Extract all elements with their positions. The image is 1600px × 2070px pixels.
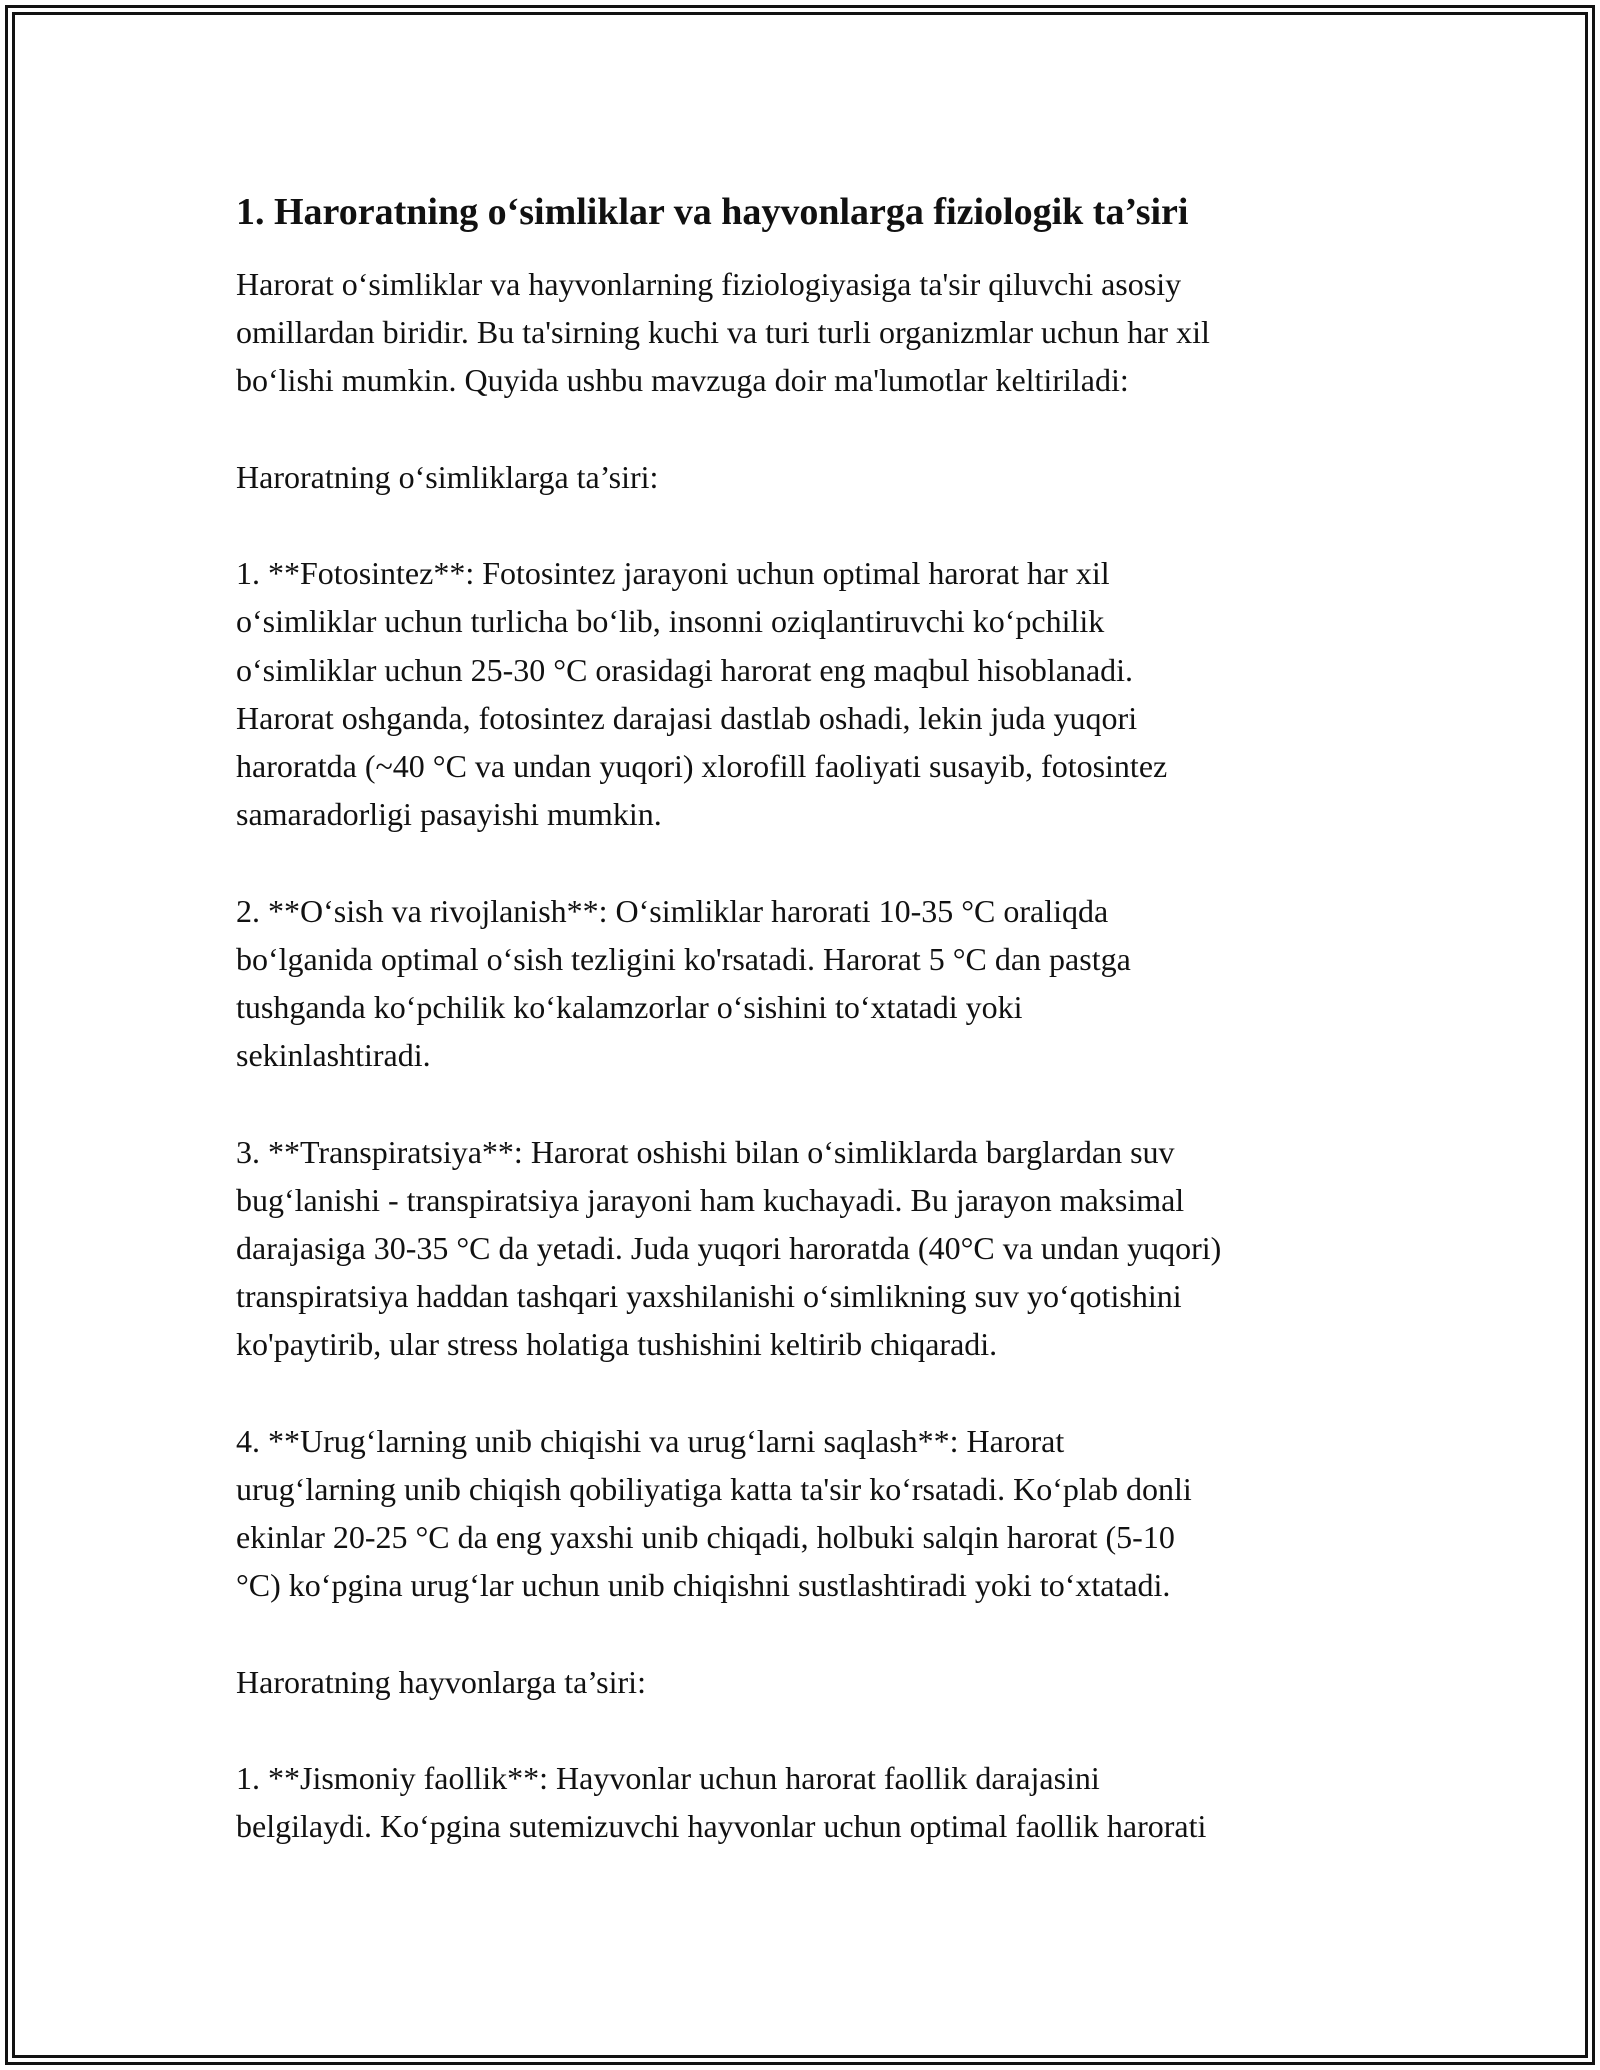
document-title: 1. Haroratning o‘simliklar va hayvonlarga fiziologik ta’siri — [236, 191, 1189, 233]
plant-item-growth: 2. **O‘sish va rivojlanish**: O‘simliklar harorati 10-35 °C oraliqda bo‘lganida optimal o‘sish tezligini ko'rsatadi. Harorat 5 °C dan pastga tushganda ko‘pchilik ko‘kalamzorlar o‘sishini to‘xtatadi yoki sekinlashtiradi. — [236, 892, 1131, 1074]
intro-paragraph: Harorat o‘simliklar va hayvonlarning fiziologiyasiga ta'sir qiluvchi asosiy omillardan biridir. Bu ta'sirning kuchi va turi turli organizmlar uchun har xil bo‘lishi mumkin. Quyida ushbu mavzuga doir ma'lumotlar keltiriladi: — [236, 266, 1210, 399]
animal-item-activity: 1. **Jismoniy faollik**: Hayvonlar uchun harorat faollik darajasini belgilaydi. Ko‘pgina sutemizuvchi hayvonlar uchun optimal faollik harorati — [236, 1760, 1207, 1845]
paragraph-spacer — [236, 1369, 1386, 1417]
animals-section-heading: Haroratning hayvonlarga ta’siri: — [236, 1663, 646, 1700]
plant-item-transpiration: 3. **Transpiratsiya**: Harorat oshishi bilan o‘simliklarda barglardan suv bug‘lanishi - transpiratsiya jarayoni ham kuchayadi. Bu jarayon maksimal darajasiga 30-35 °C da yetadi. Juda yuqori haroratda (40°C va undan yuqori) transpiratsiya haddan tashqari yaxshilanishi o‘simlikning suv yo‘qotishini ko'paytirib, ular stress holatiga tushishini keltirib chiqaradi. — [236, 1133, 1222, 1363]
paragraph-spacer — [236, 405, 1386, 453]
paragraph-spacer — [236, 1610, 1386, 1658]
plants-section-heading: Haroratning o‘simliklarga ta’siri: — [236, 458, 659, 495]
paragraph-spacer — [236, 838, 1386, 886]
paragraph-spacer — [236, 1706, 1386, 1754]
document-body — [236, 186, 1386, 1851]
plant-item-germination: 4. **Urug‘larning unib chiqishi va urug‘larni saqlash**: Harorat urug‘larning unib chiqish qobiliyatiga katta ta'sir ko‘rsatadi. Ko‘plab donli ekinlar 20-25 °C da eng yaxshi unib chiqadi, holbuki salqin harorat (5-10 °C) ko‘pgina urug‘lar uchun unib chiqishni sustlashtiradi yoki to‘xtatadi. — [236, 1422, 1192, 1604]
paragraph-spacer — [236, 1079, 1386, 1127]
plant-item-photosynthesis: 1. **Fotosintez**: Fotosintez jarayoni uchun optimal harorat har xil o‘simliklar uchun turlicha bo‘lib, insonni oziqlantiruvchi ko‘pchilik o‘simliklar uchun 25-30 °C orasidagi harorat eng maqbul hisoblanadi. Harorat oshganda, fotosintez darajasi dastlab oshadi, lekin juda yuqori haroratda (~40 °C va undan yuqori) xlorofill faoliyati susayib, fotosintez samaradorligi pasayishi mumkin. — [236, 555, 1168, 833]
paragraph-spacer — [236, 501, 1386, 549]
